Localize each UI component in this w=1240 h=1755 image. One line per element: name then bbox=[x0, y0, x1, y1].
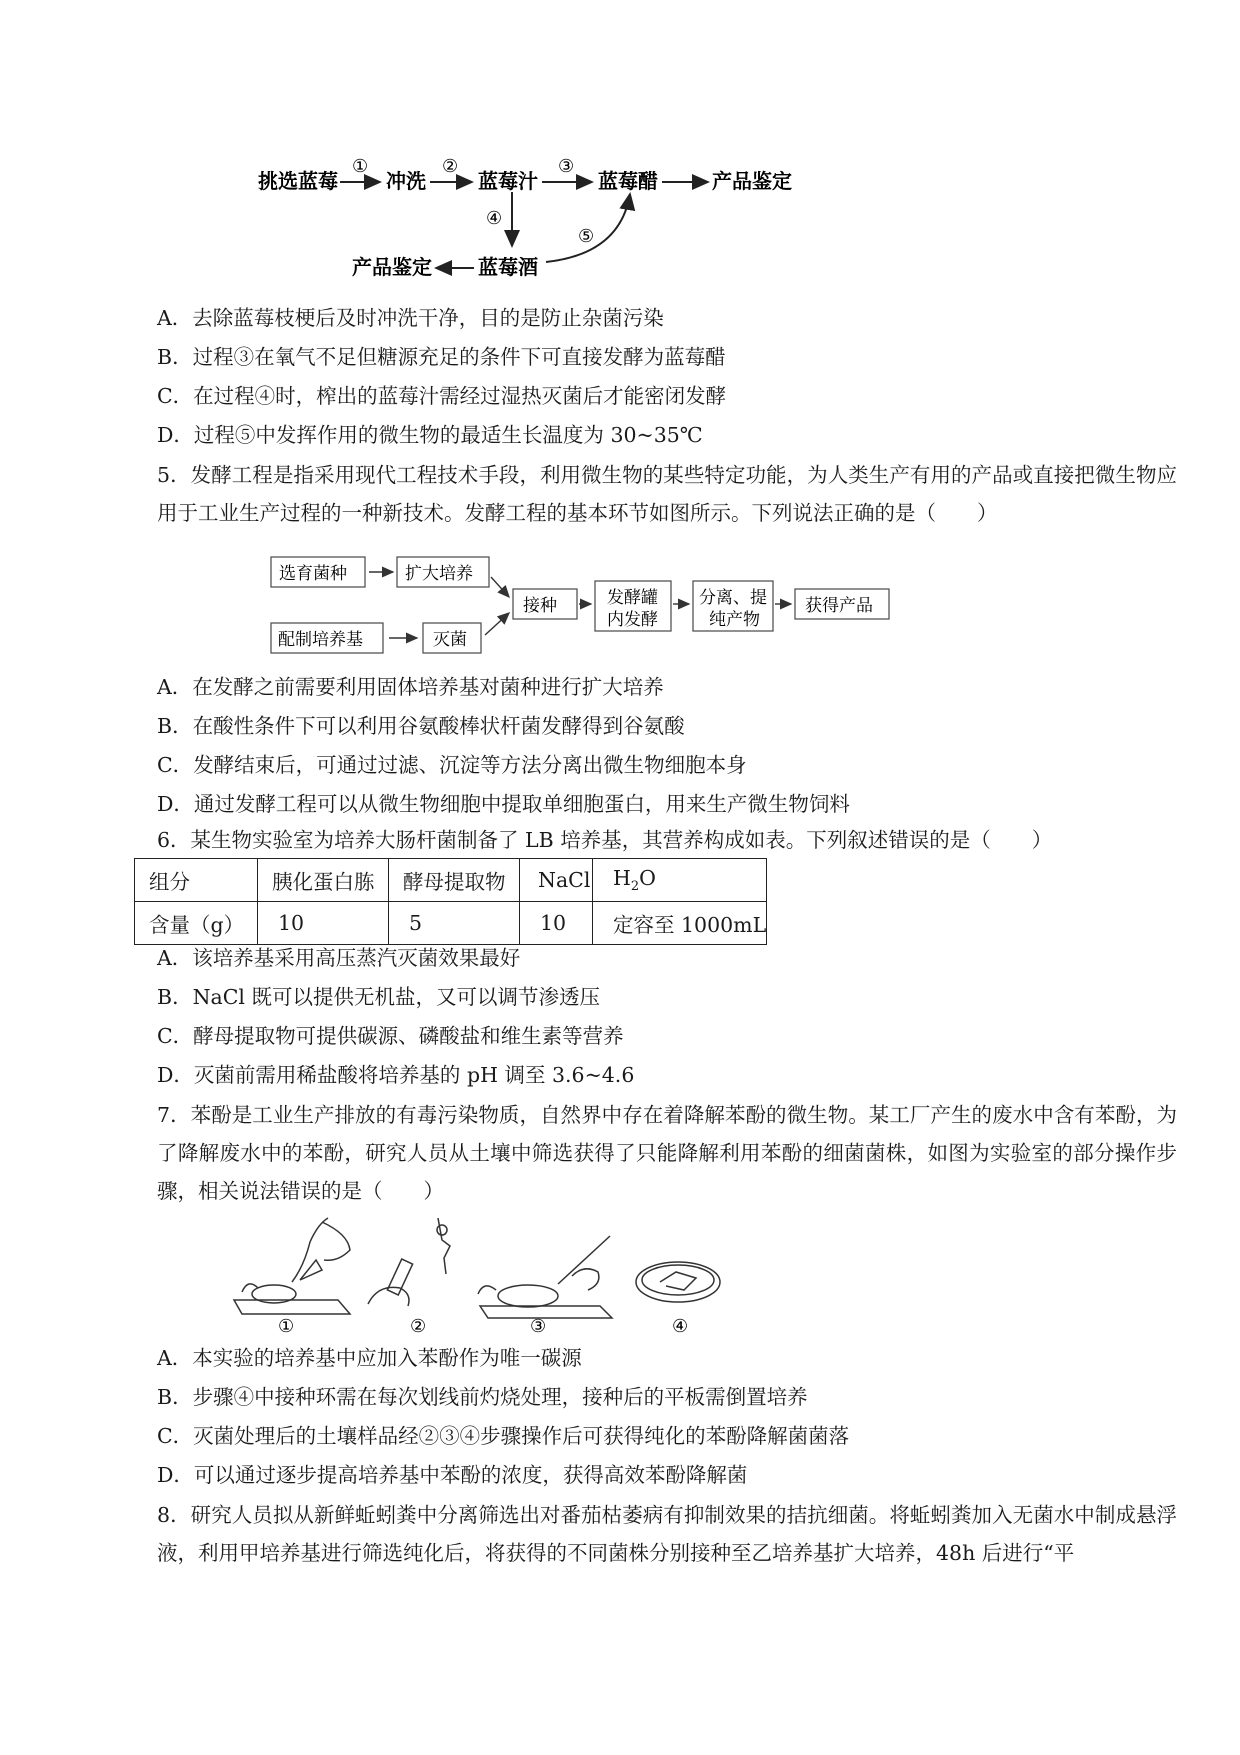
table-cell: 组分 bbox=[135, 859, 258, 902]
q7-option-b: B．步骤④中接种环需在每次划线前灼烧处理，接种后的平板需倒置培养 bbox=[157, 1385, 808, 1409]
box-sterilize: 灭菌 bbox=[433, 630, 467, 650]
box-tank-l1: 发酵罐 bbox=[607, 588, 658, 608]
flow-identify-top: 产品鉴定 bbox=[712, 169, 792, 193]
table-cell: 胰化蛋白胨 bbox=[258, 859, 389, 902]
table-header-row bbox=[135, 859, 767, 902]
flow-juice: 蓝莓汁 bbox=[478, 169, 538, 193]
table-cell: 定容至 1000mL bbox=[593, 902, 767, 945]
fig-label-1: ① bbox=[278, 1316, 295, 1335]
q6-option-b: B．NaCl 既可以提供无机盐，又可以调节渗透压 bbox=[157, 985, 600, 1009]
step-5-label: ⑤ bbox=[578, 226, 595, 247]
lab-steps-figure bbox=[228, 1210, 748, 1335]
flow-wine: 蓝莓酒 bbox=[478, 255, 538, 279]
table-cell: 酵母提取物 bbox=[389, 859, 520, 902]
q6-option-a: A．该培养基采用高压蒸汽灭菌效果最好 bbox=[157, 946, 521, 970]
table-cell: 含量（g） bbox=[135, 902, 258, 945]
flow-start: 挑选蓝莓 bbox=[258, 169, 338, 193]
q7-option-a: A．本实验的培养基中应加入苯酚作为唯一碳源 bbox=[157, 1346, 582, 1370]
q5-stem: 5．发酵工程是指采用现代工程技术手段，利用微生物的某些特定功能，为人类生产有用的产品或直接把微生物应用于工业生产过程的一种新技术。发酵工程的基本环节如图所示。下列说法正确的是（ ） bbox=[157, 463, 1177, 525]
fermentation-flowchart bbox=[265, 555, 915, 665]
table-row bbox=[135, 902, 767, 945]
q6-option-d: D．灭菌前需用稀盐酸将培养基的 pH 调至 3.6~4.6 bbox=[157, 1063, 635, 1087]
step-2-label: ② bbox=[442, 156, 459, 177]
q7-option-d: D．可以通过逐步提高培养基中苯酚的浓度，获得高效苯酚降解菌 bbox=[157, 1463, 748, 1487]
box-medium: 配制培养基 bbox=[278, 630, 363, 650]
box-breed: 选育菌种 bbox=[279, 564, 347, 584]
q7-option-c: C．灭菌处理后的土壤样品经②③④步骤操作后可获得纯化的苯酚降解菌菌落 bbox=[157, 1424, 850, 1448]
q5-option-d: D．通过发酵工程可以从微生物细胞中提取单细胞蛋白，用来生产微生物饲料 bbox=[157, 792, 850, 816]
fig-label-3: ③ bbox=[530, 1316, 547, 1335]
q8-stem: 8．研究人员拟从新鲜蚯蚓粪中分离筛选出对番茄枯萎病有抑制效果的拮抗细菌。将蚯蚓粪加入无菌水中制成悬浮液，利用甲培养基进行筛选纯化后，将获得的不同菌株分别接种至乙培养基扩大培养，48h 后进行“平 bbox=[157, 1503, 1177, 1565]
flow-wash: 冲洗 bbox=[386, 169, 426, 193]
fig-label-4: ④ bbox=[672, 1316, 689, 1335]
q6-option-c: C．酵母提取物可提供碳源、磷酸盐和维生素等营养 bbox=[157, 1024, 624, 1048]
q4-option-c: C．在过程④时，榨出的蓝莓汁需经过湿热灭菌后才能密闭发酵 bbox=[157, 384, 727, 408]
q5-option-c: C．发酵结束后，可通过过滤、沉淀等方法分离出微生物细胞本身 bbox=[157, 753, 747, 777]
flow-vinegar: 蓝莓醋 bbox=[598, 169, 658, 193]
table-cell: 10 bbox=[520, 902, 593, 945]
q5-option-b: B．在酸性条件下可以利用谷氨酸棒状杆菌发酵得到谷氨酸 bbox=[157, 714, 685, 738]
q4-option-a: A．去除蓝莓枝梗后及时冲洗干净，目的是防止杂菌污染 bbox=[157, 306, 664, 330]
step-1-label: ① bbox=[352, 156, 369, 177]
step-3-label: ③ bbox=[558, 156, 575, 177]
table-cell: 10 bbox=[258, 902, 389, 945]
lb-medium-table bbox=[134, 858, 767, 945]
box-separate-l2: 纯产物 bbox=[709, 610, 760, 630]
box-tank-l2: 内发酵 bbox=[607, 610, 658, 630]
table-cell: NaCl bbox=[520, 859, 593, 902]
h2o-h: H bbox=[613, 865, 631, 890]
box-expand: 扩大培养 bbox=[405, 564, 473, 584]
q4-option-d: D．过程⑤中发挥作用的微生物的最适生长温度为 30~35℃ bbox=[157, 423, 703, 447]
blueberry-flowchart bbox=[240, 150, 820, 290]
box-inoculate: 接种 bbox=[523, 596, 557, 616]
flow-identify-bottom: 产品鉴定 bbox=[352, 255, 432, 279]
q5-option-a: A．在发酵之前需要利用固体培养基对菌种进行扩大培养 bbox=[157, 675, 664, 699]
q7-stem: 7．苯酚是工业生产排放的有毒污染物质，自然界中存在着降解苯酚的微生物。某工厂产生的废水中含有苯酚，为了降解废水中的苯酚，研究人员从土壤中筛选获得了只能降解利用苯酚的细菌菌株，如图为实验室的部分操作步骤，相关说法错误的是（ ） bbox=[157, 1103, 1177, 1203]
q4-option-b: B．过程③在氧气不足但糖源充足的条件下可直接发酵为蓝莓醋 bbox=[157, 345, 726, 369]
h2o-subscript: 2 bbox=[630, 879, 640, 895]
box-product: 获得产品 bbox=[805, 596, 873, 616]
step-4-label: ④ bbox=[486, 208, 503, 229]
fig-label-2: ② bbox=[410, 1316, 427, 1335]
box-separate-l1: 分离、提 bbox=[699, 588, 767, 608]
h2o-o: O bbox=[639, 865, 656, 890]
q6-stem: 6．某生物实验室为培养大肠杆菌制备了 LB 培养基，其营养构成如表。下列叙述错误的是（ ） bbox=[157, 828, 1053, 852]
table-cell-h2o bbox=[593, 859, 767, 902]
table-cell: 5 bbox=[389, 902, 520, 945]
